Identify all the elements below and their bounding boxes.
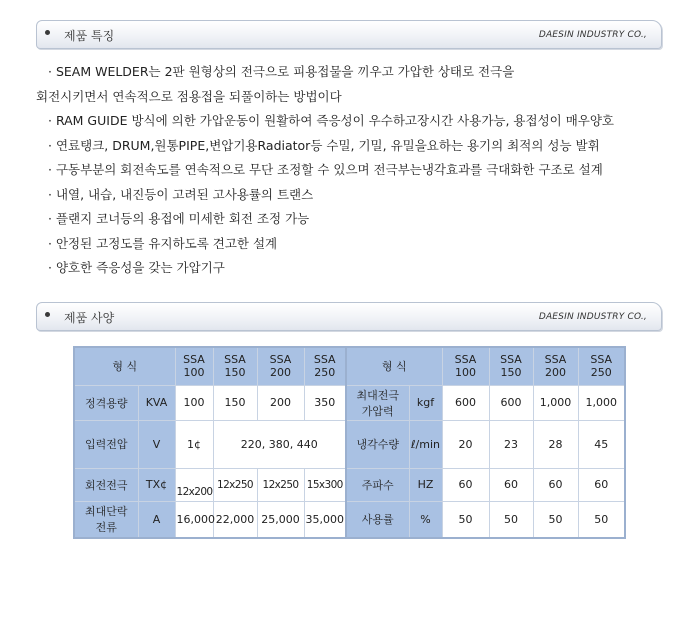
model-header: SSA 200 (533, 347, 578, 385)
row-label: 정격용량 (74, 385, 138, 420)
model-header: SSA 250 (304, 347, 346, 385)
bullet-icon (45, 30, 50, 35)
features-list (36, 60, 678, 281)
table-cell: 16,000 (175, 501, 213, 538)
feature-line: · 연료탱크, DRUM,원통PIPE,변압기용Radiator등 수밀, 기밀, 유밀을요하는 용기의 최적의 성능 발휘 (48, 137, 600, 153)
row-label: 냉각수량 (346, 420, 409, 468)
row-label: 최대단락 전류 (74, 501, 138, 538)
table-cell: 35,000 (304, 501, 346, 538)
row-unit: % (409, 501, 442, 538)
table-cell: 100 (175, 385, 213, 420)
feature-line: 회전시키면서 연속적으로 점용접을 되풀이하는 방법이다 (36, 88, 342, 104)
table-cell: 1¢ (175, 420, 213, 468)
table-cell: 1,000 (533, 385, 578, 420)
model-header: SSA 150 (489, 347, 533, 385)
row-unit: kgf (409, 385, 442, 420)
feature-line: · 안정된 고정도를 유지하도록 견고한 설계 (48, 235, 278, 251)
section-title: 제품 특징 (64, 29, 115, 43)
table-cell: 12x250 (257, 468, 304, 501)
table-cell: 1,000 (578, 385, 625, 420)
table-row (74, 347, 625, 385)
table-cell: 60 (533, 468, 578, 501)
company-name: DAESIN INDUSTRY CO., (538, 312, 647, 322)
feature-line: · 내열, 내습, 내진등이 고려된 고사용률의 트랜스 (48, 186, 314, 202)
feature-line: · SEAM WELDER는 2판 원형상의 전극으로 피용접물을 끼우고 가압한 상태로 전극을 (48, 64, 515, 79)
table-cell: 350 (304, 385, 346, 420)
model-header: SSA 200 (257, 347, 304, 385)
table-row (74, 420, 625, 468)
bullet-icon (45, 312, 50, 317)
table-row (74, 468, 625, 501)
spec-section-header (36, 302, 662, 331)
feature-line: · RAM GUIDE 방식에 의한 가압운동이 원활하여 즉응성이 우수하고장시간 사용가능, 용접성이 매우양호 (48, 113, 614, 128)
row-label: 최대전극 가압력 (346, 385, 409, 420)
row-unit: HZ (409, 468, 442, 501)
table-cell: 23 (489, 420, 533, 468)
model-header: SSA 100 (442, 347, 489, 385)
table-cell-merged: 220, 380, 440 (213, 420, 346, 468)
table-cell: 200 (257, 385, 304, 420)
spec-table (73, 346, 626, 539)
table-row (74, 501, 625, 538)
row-label: 회전전극 (74, 468, 138, 501)
table-cell: 150 (213, 385, 257, 420)
model-header: SSA 150 (213, 347, 257, 385)
row-unit: A (138, 501, 175, 538)
table-cell: 20 (442, 420, 489, 468)
company-name: DAESIN INDUSTRY CO., (538, 30, 647, 40)
table-cell: 12x200 (175, 468, 213, 501)
table-cell: 12x250 (213, 468, 257, 501)
table-cell: 50 (489, 501, 533, 538)
row-unit: V (138, 420, 175, 468)
table-cell: 60 (489, 468, 533, 501)
feature-line: · 플랜지 코너등의 용접에 미세한 회전 조정 가능 (48, 211, 310, 226)
row-label: 사용률 (346, 501, 409, 538)
model-header: SSA 100 (175, 347, 213, 385)
table-cell: 50 (442, 501, 489, 538)
table-cell: 22,000 (213, 501, 257, 538)
row-unit: ℓ/min (409, 420, 442, 468)
table-cell: 60 (578, 468, 625, 501)
row-label: 주파수 (346, 468, 409, 501)
table-cell: 50 (533, 501, 578, 538)
model-header-label: 형 식 (74, 347, 175, 385)
feature-line: · 양호한 즉응성을 갖는 가압기구 (48, 260, 225, 275)
table-cell: 28 (533, 420, 578, 468)
row-unit: TX¢ (138, 468, 175, 501)
table-cell: 25,000 (257, 501, 304, 538)
table-cell: 600 (489, 385, 533, 420)
features-section-header (36, 20, 662, 49)
table-cell: 45 (578, 420, 625, 468)
row-label: 입력전압 (74, 420, 138, 468)
feature-line: · 구동부분의 회전속도를 연속적으로 무단 조정할 수 있으며 전극부는냉각효과를 극대화한 구조로 설계 (48, 162, 603, 177)
row-unit: KVA (138, 385, 175, 420)
model-header: SSA 250 (578, 347, 625, 385)
table-row (74, 385, 625, 420)
model-header-label: 형 식 (346, 347, 442, 385)
table-cell: 15x300 (304, 468, 346, 501)
table-cell: 60 (442, 468, 489, 501)
section-title: 제품 사양 (64, 311, 115, 325)
table-cell: 600 (442, 385, 489, 420)
table-cell: 50 (578, 501, 625, 538)
